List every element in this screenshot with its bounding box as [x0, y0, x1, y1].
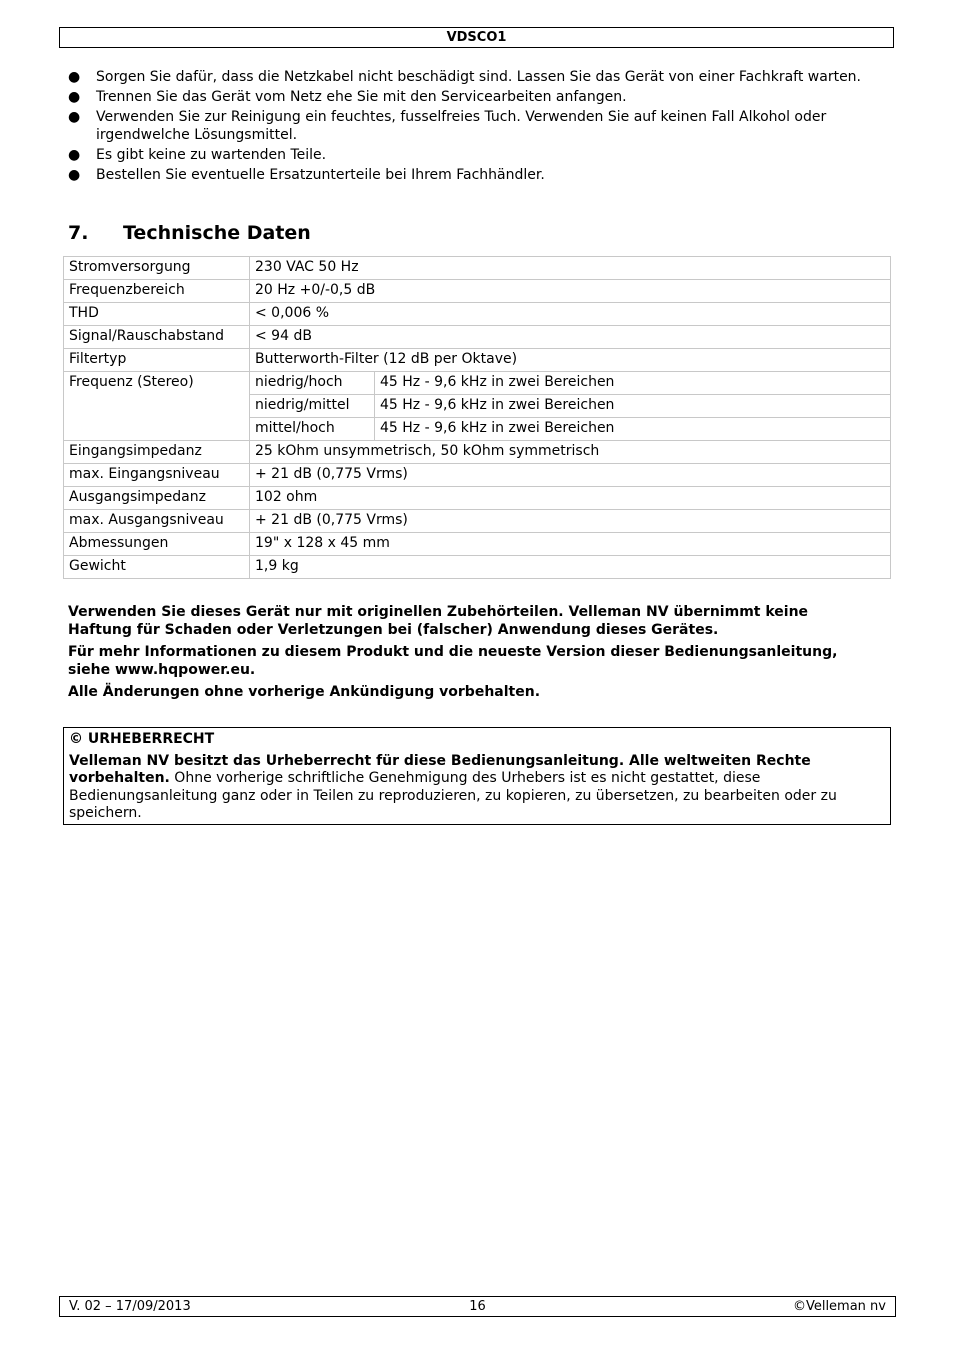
- note-accessories: Verwenden Sie dieses Gerät nur mit originellen Zubehörteilen. Velleman NV übernimmt keine Haftung für Schaden oder Verletzungen bei (falscher) Anwendung dieses Gerätes.: [68, 604, 809, 638]
- copyright-text: Ohne vorherige schriftliche Genehmigung des Urhebers ist es nicht gestattet, diese Bedienungsanleitung ganz oder in Teilen zu reproduzieren, zu kopieren, zu übersetzen, zu bearbeiten oder zu speichern.: [69, 770, 837, 821]
- copyright-title: © URHEBERRECHT: [69, 731, 215, 747]
- copyright-bold: Velleman NV besitzt das Urheberrecht für diese Bedienungsanleitung. Alle weltweiten Rechte vorbehalten.: [69, 752, 811, 786]
- table-row: Abmessungen 19" x 128 x 45 mm: [64, 533, 891, 556]
- footer-version: V. 02 – 17/09/2013: [69, 1299, 191, 1314]
- notes-block: [68, 603, 868, 705]
- copyright-box: [63, 727, 891, 825]
- table-row: niedrig/mittel 45 Hz - 9,6 kHz in zwei Bereichen: [64, 395, 891, 418]
- footer-company: ©Velleman nv: [792, 1299, 886, 1314]
- note-more-info: Für mehr Informationen zu diesem Produkt und die neueste Version dieser Bedienungsanleitung, siehe www.hqpower.eu.: [68, 644, 838, 678]
- table-row: THD < 0,006 %: [64, 303, 891, 326]
- copyright-body: [69, 753, 885, 823]
- section-heading: [68, 222, 311, 244]
- table-row: max. Ausgangsniveau + 21 dB (0,775 Vrms): [64, 510, 891, 533]
- section-title: Technische Daten: [123, 222, 311, 244]
- list-item: ● Sorgen Sie dafür, dass die Netzkabel nicht beschädigt sind. Lassen Sie das Gerät von einer Fachkraft warten.: [68, 69, 862, 85]
- table-row: Frequenz (Stereo) niedrig/hoch 45 Hz - 9,6 kHz in zwei Bereichen: [64, 372, 891, 395]
- maintenance-list: [68, 68, 868, 186]
- page-header: [59, 27, 894, 48]
- footer-page-number: 16: [469, 1299, 486, 1314]
- table-row: mittel/hoch 45 Hz - 9,6 kHz in zwei Bereichen: [64, 418, 891, 441]
- table-row: max. Eingangsniveau + 21 dB (0,775 Vrms): [64, 464, 891, 487]
- section-number: 7.: [68, 222, 89, 244]
- list-item: ● Bestellen Sie eventuelle Ersatzunterteile bei Ihrem Fachhändler.: [68, 167, 545, 183]
- page-footer: [59, 1296, 896, 1317]
- table-row: Filtertyp Butterworth-Filter (12 dB per Oktave): [64, 349, 891, 372]
- list-item: ● Es gibt keine zu wartenden Teile.: [68, 147, 327, 163]
- list-item: ● Verwenden Sie zur Reinigung ein feuchtes, fusselfreies Tuch. Verwenden Sie auf keinen Fall Alkohol oder irgendwelche Lösungsmittel.: [68, 109, 827, 143]
- header-title: VDSCO1: [446, 30, 507, 45]
- note-changes: Alle Änderungen ohne vorherige Ankündigung vorbehalten.: [68, 684, 541, 700]
- bullet-icon: ●: [68, 109, 81, 125]
- spec-table: [63, 256, 891, 579]
- list-item: ● Trennen Sie das Gerät vom Netz ehe Sie mit den Servicearbeiten anfangen.: [68, 89, 627, 105]
- table-row: Frequenzbereich 20 Hz +0/-0,5 dB: [64, 280, 891, 303]
- table-row: Gewicht 1,9 kg: [64, 556, 891, 579]
- table-row: Signal/Rauschabstand < 94 dB: [64, 326, 891, 349]
- bullet-icon: ●: [68, 147, 81, 163]
- bullet-icon: ●: [68, 89, 81, 105]
- bullet-icon: ●: [68, 69, 81, 85]
- table-row: Eingangsimpedanz 25 kOhm unsymmetrisch, 50 kOhm symmetrisch: [64, 441, 891, 464]
- table-row: Ausgangsimpedanz 102 ohm: [64, 487, 891, 510]
- table-row: Stromversorgung 230 VAC 50 Hz: [64, 257, 891, 280]
- bullet-icon: ●: [68, 167, 81, 183]
